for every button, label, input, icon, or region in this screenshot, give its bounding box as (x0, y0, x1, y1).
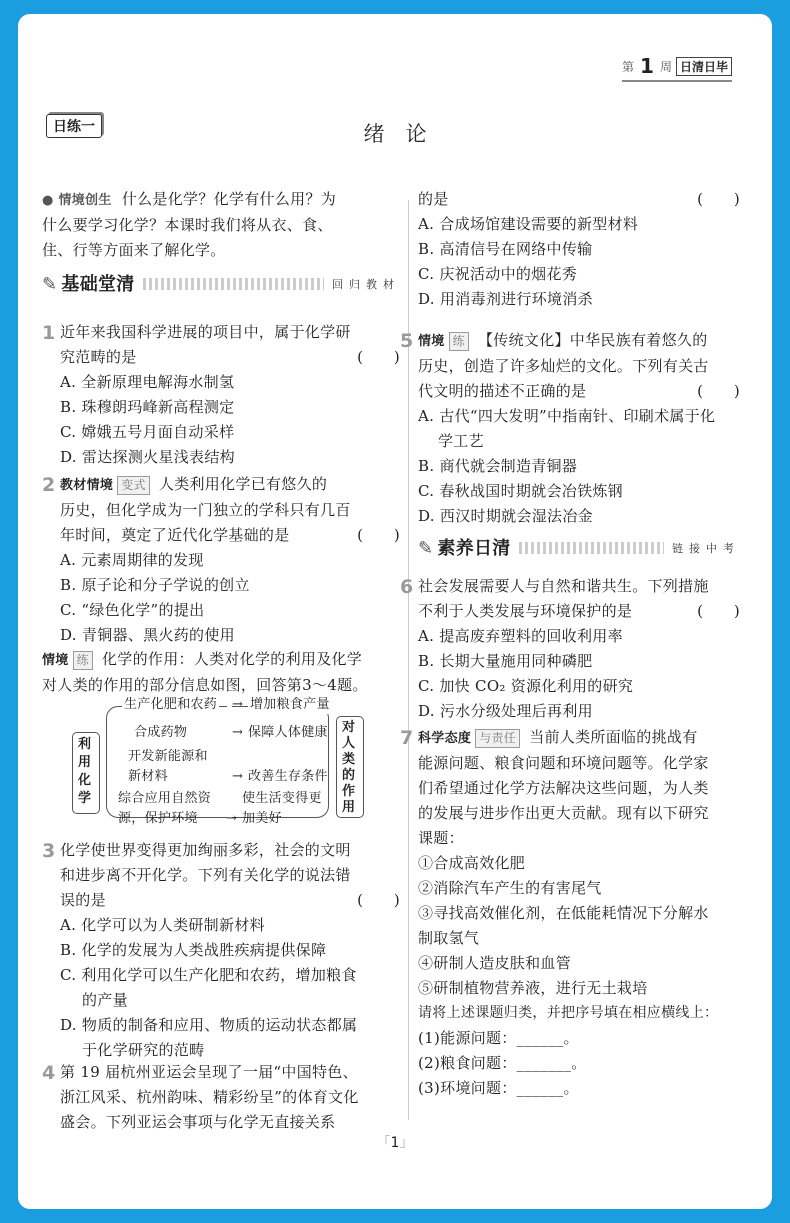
q7-stem: 课题： (418, 829, 464, 847)
question-4 (60, 1060, 400, 1135)
q3-number: 3 (42, 840, 56, 862)
q4-answer-blank: ( ) (697, 190, 740, 208)
q6-number: 6 (400, 576, 414, 598)
pen-icon: ✎ (42, 273, 58, 295)
q6-option-a: A. 提高废弃塑料的回收利用率 (418, 627, 623, 645)
chapter-title: 绪 论 (363, 122, 427, 146)
q5-option-d: D. 西汉时期就会湿法冶金 (418, 507, 593, 525)
section-literacy-title: 素养日清 (437, 537, 511, 559)
q1-option-b: B. 珠穆朗玛峰新高程测定 (60, 398, 235, 416)
intro-line: 什么是化学？化学有什么用？为 (121, 190, 337, 208)
arrow-icon: → (232, 725, 244, 740)
pen-icon: ✎ (418, 537, 434, 559)
q7-energy-answer[interactable]: (1)能源问题：______。 (418, 1029, 579, 1047)
q4-stem: 第 19 届杭州亚运会呈现了一届“中国特色、 (60, 1063, 358, 1081)
q4-option-a: A. 合成场馆建设需要的新型材料 (418, 215, 639, 233)
q2-label: 教材情境 (60, 478, 114, 493)
q6-stem: 社会发展需要人与自然和谐共生。下列措施 (418, 577, 709, 595)
q4-number: 4 (42, 1062, 56, 1084)
arrow-icon: → (232, 697, 244, 712)
diagram-right-char: 用 (342, 800, 356, 815)
bracket-right-icon: 」 (399, 1135, 414, 1151)
section-literacy-header (418, 535, 740, 561)
question-6 (418, 574, 740, 724)
q6-option-c: C. 加快 CO₂ 资源化利用的研究 (418, 677, 634, 695)
intro-label: ● 情境创生 (42, 193, 112, 208)
q4-option-b: B. 高清信号在网络中传输 (418, 240, 593, 258)
q5-number: 5 (400, 330, 414, 352)
diagram-row-3-right: 改善生存条件 (248, 769, 328, 784)
q3-option-a: A. 化学可以为人类研制新材料 (60, 916, 265, 934)
q5-label: 情境 (418, 334, 445, 349)
q5-answer-blank: ( ) (697, 382, 740, 400)
week-number: 1 (640, 54, 654, 78)
intro-line: 住、行等方面来了解化学。 (42, 241, 226, 259)
q6-stem: 不利于人类发展与环境保护的是 (418, 602, 633, 620)
q3-stem: 化学使世界变得更加绚丽多彩，社会的文明 (60, 841, 351, 859)
diagram-right-char: 作 (342, 784, 356, 799)
question-3 (60, 838, 400, 1063)
q3-option-d: D. 物质的制备和应用、物质的运动状态都属 (60, 1016, 358, 1034)
diagram-row-4-left-2: 源，保护环境 (118, 811, 198, 826)
diagram-left-label (78, 736, 94, 808)
daily-tag-label: 日练一 (53, 119, 95, 135)
week-suffix: 周 (659, 59, 672, 74)
q3-answer-blank: ( ) (357, 891, 400, 909)
diagram-row-4-left-1: 综合应用自然资 (118, 791, 212, 806)
q7-label: 科学态度 (418, 731, 472, 746)
question-2 (60, 472, 400, 648)
q1-stem: 近年来我国科学进展的项目中，属于化学研 (60, 323, 351, 341)
q3-option-c: C. 利用化学可以生产化肥和农药，增加粮食 (60, 966, 357, 984)
q7-food-answer[interactable]: (2)粮食问题：_______。 (418, 1054, 587, 1072)
q1-stem: 究范畴的是 (60, 348, 137, 366)
left-column (42, 14, 400, 1209)
q7-topic: ②消除汽车产生的有害尾气 (418, 879, 602, 897)
q5-option-a-cont: 学工艺 (438, 432, 484, 450)
q2-answer-blank: ( ) (357, 526, 400, 544)
q7-stem: 的发展与进步作出更大贡献。现有以下研究 (418, 804, 709, 822)
section-dots (143, 278, 324, 290)
q4-stem: 的是 (418, 190, 449, 208)
diagram-right-char: 人 (342, 736, 356, 751)
q7-instruction: 请将上述课题归类，并把序号填在相应横线上： (418, 1005, 719, 1021)
page-number (375, 1132, 415, 1152)
q5-stem: 代文明的描述不正确的是 (418, 382, 587, 400)
q7-topic: ①合成高效化肥 (418, 854, 526, 872)
q5-option-c: C. 春秋战国时期就会冶铁炼钢 (418, 482, 623, 500)
q7-tag: 与责任 (475, 729, 520, 748)
scene-line: 化学的作用：人类对化学的利用及化学 (102, 650, 363, 668)
q6-option-b: B. 长期大量施用同种磷肥 (418, 652, 593, 670)
week-prefix: 第 (622, 59, 635, 74)
section-basic-header (42, 271, 400, 297)
scene-intro (42, 647, 400, 698)
q2-stem: 历史，但化学成为一门独立的学科只有几百 (60, 501, 351, 519)
q3-option-d-cont: 于化学研究的范畴 (82, 1041, 205, 1059)
diagram-left-char: 化 (78, 773, 92, 788)
q1-option-d: D. 雷达探测火星浅表结构 (60, 448, 235, 466)
section-dots (519, 542, 664, 554)
q5-stem: 【传统文化】中华民族有着悠久的 (478, 331, 708, 349)
q7-stem: 们希望通过化学方法解决这些问题，为人类 (418, 779, 709, 797)
q4-option-c: C. 庆祝活动中的烟花秀 (418, 265, 578, 283)
diagram-right-char: 类 (342, 752, 356, 767)
q7-environment-answer[interactable]: (3)环境问题：______。 (418, 1079, 579, 1097)
brand-label: 日清日毕 (676, 57, 732, 76)
q5-tag: 练 (449, 332, 469, 351)
diagram-row-3-left-1: 开发新能源和 (128, 749, 208, 764)
q6-option-d: D. 污水分级处理后再利用 (418, 702, 593, 720)
q7-topic: ④研制人造皮肤和血管 (418, 954, 572, 972)
q2-stem: 年时间，奠定了近代化学基础的是 (60, 526, 290, 544)
arrow-icon: → (226, 811, 238, 826)
q6-answer-blank: ( ) (697, 602, 740, 620)
q1-option-a: A. 全新原理电解海水制氢 (60, 373, 235, 391)
q7-topic: ③寻找高效催化剂，在低能耗情况下分解水 (418, 904, 709, 922)
q2-tag: 变式 (117, 476, 150, 495)
q7-number: 7 (400, 727, 414, 749)
q4-stem: 盛会。下列亚运会事项与化学无直接关系 (60, 1113, 336, 1131)
page (18, 14, 772, 1209)
diagram-row-3-left-2: 新材料 (128, 769, 168, 784)
q1-number: 1 (42, 322, 56, 344)
chemistry-diagram (72, 696, 372, 832)
section-basic-title: 基础堂清 (61, 273, 135, 295)
q2-stem: 人类利用化学已有悠久的 (158, 475, 328, 493)
q3-stem: 和进步离不开化学。下列有关化学的说法错 (60, 866, 351, 884)
scene-label: 情境 (42, 653, 69, 668)
q4-stem: 浙江风采、杭州韵味、精彩纷呈”的体育文化 (60, 1088, 359, 1106)
q3-option-c-cont: 的产量 (82, 991, 128, 1009)
arrow-icon: → (232, 769, 244, 784)
q2-option-c: C. “绿色化学”的提出 (60, 601, 205, 619)
q2-option-d: D. 青铜器、黑火药的使用 (60, 626, 235, 644)
q5-stem: 历史，创造了许多灿烂的文化。下列有关古 (418, 357, 709, 375)
question-5 (418, 328, 740, 529)
intro (42, 187, 400, 263)
diagram-row-4-right-2: 加美好 (242, 811, 282, 826)
q5-option-a: A. 古代“四大发明”中指南针、印刷术属于化 (418, 407, 716, 425)
diagram-left-char: 利 (78, 737, 92, 752)
bracket-left-icon: 「 (376, 1135, 391, 1151)
scene-tag: 练 (73, 651, 93, 670)
diagram-right-label (342, 720, 358, 816)
q2-option-a: A. 元素周期律的发现 (60, 551, 204, 569)
question-1 (60, 320, 400, 470)
diagram-left-char: 学 (78, 791, 92, 806)
section-basic-side: 回归教材 (332, 277, 400, 291)
scene-line: 对人类的作用的部分信息如图，回答第3～4题。 (42, 676, 368, 694)
question-4-cont (418, 187, 740, 312)
q7-topic: ⑤研制植物营养液，进行无土栽培 (418, 979, 648, 997)
diagram-row-2-right: 保障人体健康 (248, 725, 328, 740)
diagram-row-4-right-1: 使生活变得更 (242, 791, 322, 806)
q2-number: 2 (42, 474, 56, 496)
intro-label-text: 情境创生 (58, 193, 112, 208)
diagram-row-1-right: 增加粮食产量 (250, 697, 330, 712)
diagram-row-2-left: 合成药物 (134, 725, 188, 740)
section-literacy-side: 链接中考 (672, 541, 740, 555)
right-column (400, 14, 740, 1209)
q4-option-d: D. 用消毒剂进行环境消杀 (418, 290, 593, 308)
diagram-right-char: 的 (342, 768, 356, 783)
page-number-text: 1 (390, 1135, 400, 1151)
q7-topic-cont: 制取氢气 (418, 929, 480, 947)
diagram-right-char: 对 (342, 720, 356, 735)
q5-option-b: B. 商代就会制造青铜器 (418, 457, 578, 475)
diagram-row-1-left: 生产化肥和农药 (124, 697, 218, 712)
diagram-left-char: 用 (78, 755, 92, 770)
q1-option-c: C. 嫦娥五号月面自动采样 (60, 423, 235, 441)
q1-answer-blank: ( ) (357, 348, 400, 366)
q2-option-b: B. 原子论和分子学说的创立 (60, 576, 250, 594)
q7-stem: 当前人类所面临的挑战有 (529, 728, 698, 746)
intro-line: 什么要学习化学？本课时我们将从衣、食、 (42, 216, 333, 234)
q7-stem: 能源问题、粮食问题和环境问题等。化学家 (418, 754, 709, 772)
question-7 (418, 725, 740, 1101)
q3-option-b: B. 化学的发展为人类战胜疾病提供保障 (60, 941, 327, 959)
q3-stem: 误的是 (60, 891, 106, 909)
